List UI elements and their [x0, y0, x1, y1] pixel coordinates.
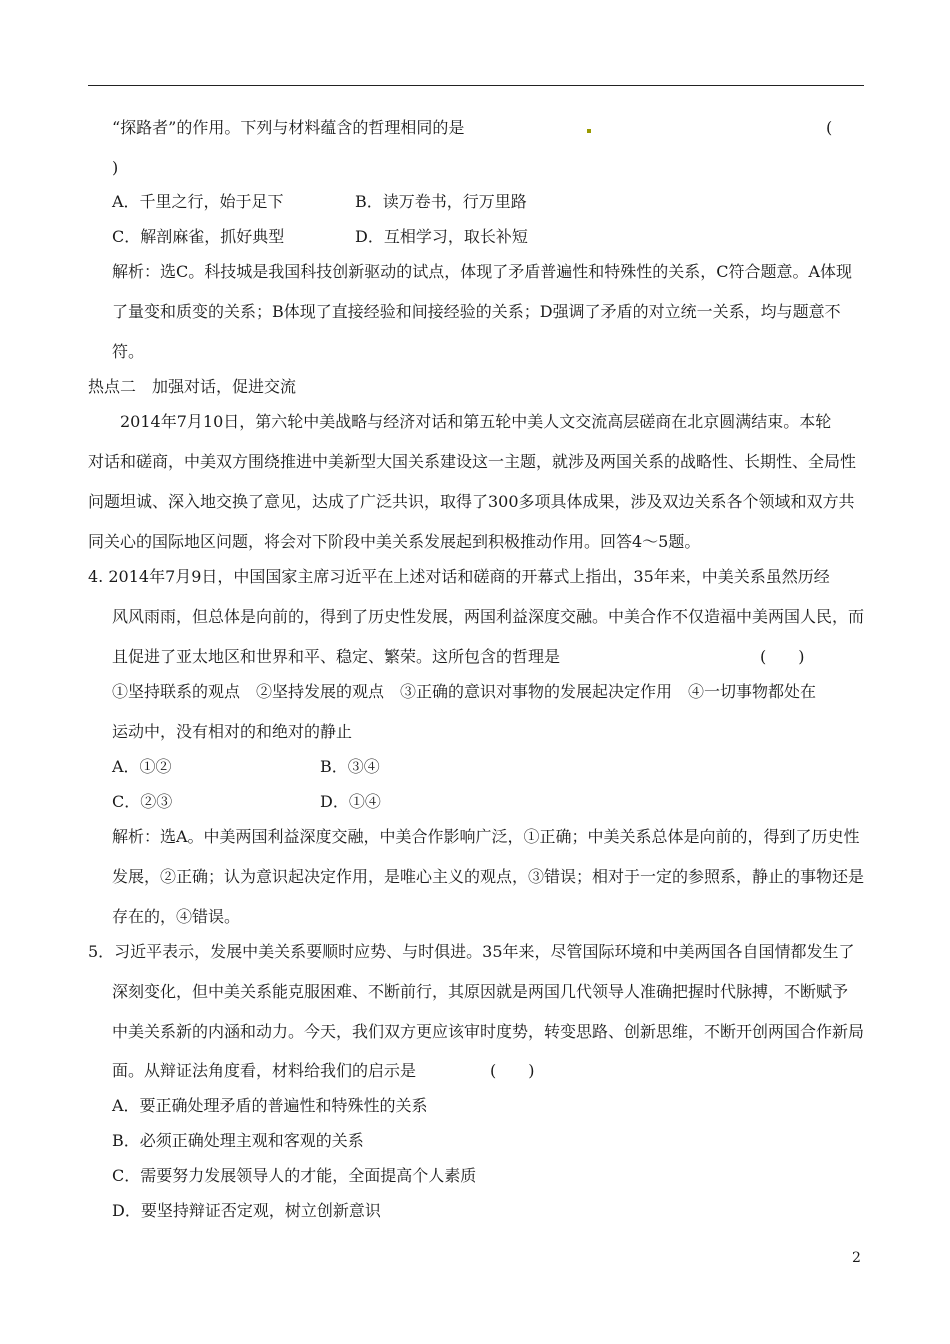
q5-stem-line: 深刻变化，但中美关系能克服困难、不断前行，其原因就是两国几代领导人准确把握时代脉搏，不断赋予	[112, 982, 849, 1001]
q3-analysis-line: 了量变和质变的关系；B体现了直接经验和间接经验的关系；D强调了矛盾的对立统一关系，均与题意不	[112, 302, 841, 321]
q3-analysis-line: 解析：选C。科技城是我国科技创新驱动的试点，体现了矛盾普遍性和特殊性的关系，C符合题意。A体现	[112, 262, 853, 281]
q5-stem-line: 面。从辩证法角度看，材料给我们的启示是	[112, 1061, 417, 1080]
q4-stem-line: 风风雨雨，但总体是向前的，得到了历史性发展，两国利益深度交融。中美合作不仅造福中美两国人民，而	[112, 607, 865, 626]
hotspot-material-line: 问题坦诚、深入地交换了意见，达成了广泛共识，取得了300多项具体成果，涉及双边关系各个领域和双方共	[88, 492, 855, 511]
q5-answer-paren: ( )	[490, 1061, 535, 1080]
header-rule	[88, 85, 864, 86]
q3-answer-paren-close: )	[112, 158, 119, 177]
q4-analysis-line: 解析：选A。中美两国利益深度交融，中美合作影响广泛，①正确；中美关系总体是向前的，得到了历史性	[112, 827, 860, 846]
hotspot-material-line: 同关心的国际地区问题，将会对下阶段中美关系发展起到积极推动作用。回答4～5题。	[88, 532, 701, 551]
q4-option-b: B．③④	[320, 757, 380, 776]
q5-option-c: C．需要努力发展领导人的才能，全面提高个人素质	[112, 1166, 477, 1185]
page-number: 2	[852, 1250, 861, 1266]
q4-stem-line: 且促进了亚太地区和世界和平、稳定、繁荣。这所包含的哲理是	[112, 647, 561, 666]
q3-option-a: A．千里之行，始于足下	[112, 192, 284, 211]
q3-option-c: C．解剖麻雀，抓好典型	[112, 227, 285, 246]
q5-stem-line: 5．习近平表示，发展中美关系要顺时应势、与时俱进。35年来，尽管国际环境和中美两国各自国情都发生了	[88, 942, 855, 961]
q4-option-d: D．①④	[320, 792, 381, 811]
q4-option-a: A．①②	[112, 757, 172, 776]
hotspot-material-line: 2014年7月10日，第六轮中美战略与经济对话和第五轮中美人文交流高层磋商在北京圆满结束。本轮	[120, 412, 832, 431]
q3-option-b: B．读万卷书，行万里路	[355, 192, 527, 211]
q3-answer-paren-open: (	[826, 118, 833, 137]
q4-answer-paren: ( )	[760, 647, 805, 666]
q4-analysis-line: 发展，②正确；认为意识起决定作用，是唯心主义的观点，③错误；相对于一定的参照系，静止的事物还是	[112, 867, 865, 886]
q4-choices-line: 运动中，没有相对的和绝对的静止	[112, 722, 353, 741]
q5-option-b: B．必须正确处理主观和客观的关系	[112, 1131, 364, 1150]
hotspot-material-line: 对话和磋商，中美双方围绕推进中美新型大国关系建设这一主题，就涉及两国关系的战略性、长期性、全局性	[88, 452, 857, 471]
q5-option-d: D．要坚持辩证否定观，树立创新意识	[112, 1201, 381, 1220]
hotspot-heading: 热点二 加强对话，促进交流	[88, 377, 297, 396]
q4-choices-line: ①坚持联系的观点 ②坚持发展的观点 ③正确的意识对事物的发展起决定作用 ④一切事物都处在	[112, 682, 817, 701]
q3-option-d: D．互相学习，取长补短	[355, 227, 528, 246]
q5-stem-line: 中美关系新的内涵和动力。今天，我们双方更应该审时度势，转变思路、创新思维，不断开创两国合作新局	[112, 1022, 865, 1041]
q3-stem-continuation: “探路者”的作用。下列与材料蕴含的哲理相同的是	[112, 118, 465, 137]
q4-option-c: C．②③	[112, 792, 173, 811]
q3-analysis-line: 符。	[112, 342, 145, 361]
q4-stem-line: 4. 2014年7月9日，中国国家主席习近平在上述对话和磋商的开幕式上指出，35年来，中美关系虽然历经	[88, 567, 830, 586]
stray-mark	[587, 129, 591, 133]
q4-analysis-line: 存在的，④错误。	[112, 907, 241, 926]
q5-option-a: A．要正确处理矛盾的普遍性和特殊性的关系	[112, 1096, 428, 1115]
